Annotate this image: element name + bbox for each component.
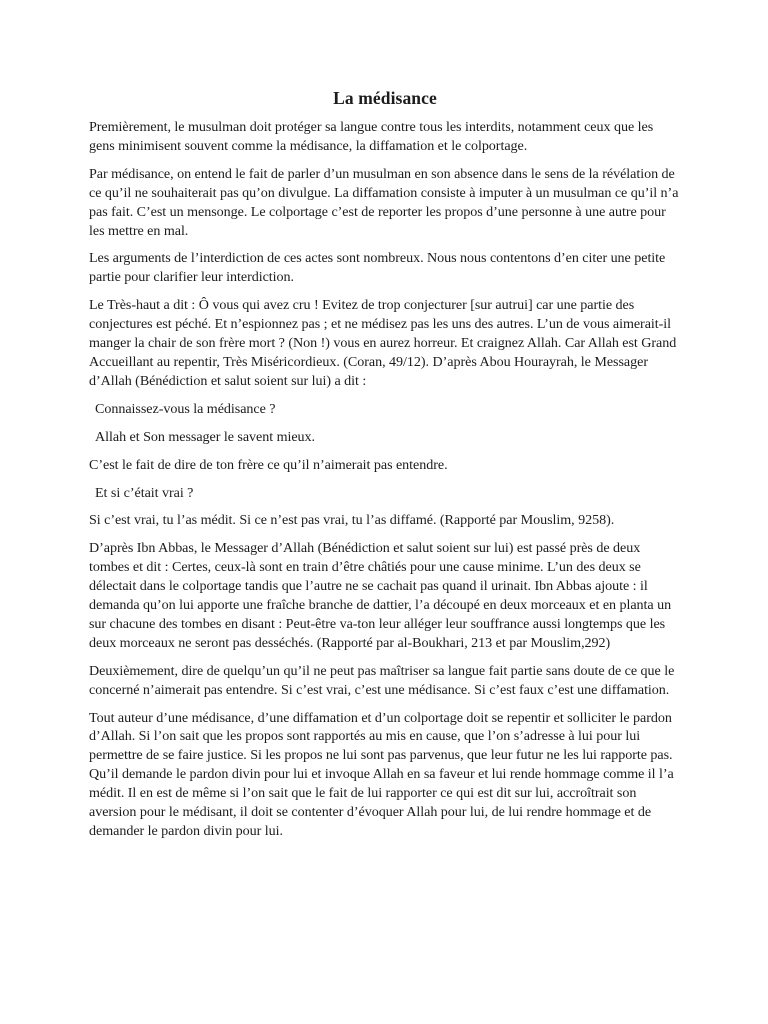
paragraph-intro: Premièrement, le musulman doit protéger sa langue contre tous les interdits, notamment ceux que les gens minimisent souvent comme la médisance, la diffamation et le colportage. bbox=[89, 119, 654, 154]
paragraph-dialogue-definition: C’est le fait de dire de ton frère ce qu’il n’aimerait pas entendre. bbox=[89, 456, 448, 473]
paragraph-second-point: Deuxièmement, dire de quelqu’un qu’il ne peut pas maîtriser sa langue fait partie sans doute de ce que le concerné n’aimerait pas entendre. Si c’est vrai, c’est une médisance. Si c’est faux c’est une diffamation. bbox=[89, 662, 675, 698]
paragraph-dialogue-answer-1: Allah et Son messager le savent mieux. bbox=[95, 428, 316, 445]
paragraph-dialogue-answer-2: Si c’est vrai, tu l’as médit. Si ce n’est pas vrai, tu l’as diffamé. (Rapporté par Mouslim, 9258). bbox=[89, 512, 615, 529]
paragraph-dialogue-question-1: Connaissez-vous la médisance ? bbox=[95, 400, 276, 417]
paragraph-quran-quote: Le Très-haut a dit : Ô vous qui avez cru ! Evitez de trop conjecturer [sur autrui] car une partie des conjectures est péché. Et n’espionnez pas ; et ne médisez pas les uns des autres. L’un de vous aimerait-il manger la chair de son frère mort ? (Non !) vous en aurez horreur. Et craignez Allah. Car Allah est Grand Accueillant au repentir, Très Miséricordieux. (Coran, 49/12). D’après Abou Hourayrah, le Messager d’Allah (Bénédiction et salut soient sur lui) a dit : bbox=[89, 297, 677, 389]
paragraph-dialogue-question-2: Et si c’était vrai ? bbox=[95, 484, 194, 501]
paragraph-repentance: Tout auteur d’une médisance, d’une diffamation et d’un colportage doit se repentir et solliciter le pardon d’Allah. Si l’on sait que les propos sont rapportés au mis en cause, que l’on s’adresse à lui pour lui permettre de se faire justice. Si les propos ne lui sont pas parvenus, que leur futur ne les lui rapporte pas. Qu’il demande le pardon divin pour lui et invoque Allah en sa faveur et lui rende hommage comme il l’a médit. Il en est de même si l’on sait que le fait de lui rapporter ce qui est dit sur lui, accroîtrait son aversion pour le médisant, il doit se contenter d’évoquer Allah pour lui, de lui rendre hommage et de demander le pardon divin pour lui. bbox=[89, 709, 674, 839]
paragraph-definition: Par médisance, on entend le fait de parler d’un musulman en son absence dans le sens de la révélation de ce qu’il ne souhaiterait pas qu’on divulgue. La diffamation consiste à imputer à un musulman ce qu’il n’a pas fait. C’est un mensonge. Le colportage c’est de reporter les propos d’une personne à une autre pour les mettre en mal. bbox=[89, 165, 679, 239]
document-page bbox=[89, 86, 681, 850]
document-title: La médisance bbox=[333, 88, 437, 108]
paragraph-ibn-abbas: D’après Ibn Abbas, le Messager d’Allah (Bénédiction et salut soient sur lui) est passé près de deux tombes et dit : Certes, ceux-là sont en train d’être châtiés pour une cause minime. L’un des deux se délectait dans le colportage tandis que l’autre ne se cachait pas quand il urinait. Ibn Abbas ajoute : il demanda qu’on lui apporte une fraîche branche de dattier, l’a découpé en deux morceaux et en planta un sur chacune des tombes en disant : Peut-être va-ton leur alléger leur souffrance aussi longtemps que les deux morceaux ne seront pas desséchés. (Rapporté par al-Boukhari, 213 et par Mouslim,292) bbox=[89, 540, 672, 651]
paragraph-arguments: Les arguments de l’interdiction de ces actes sont nombreux. Nous nous contentons d’en citer une petite partie pour clarifier leur interdiction. bbox=[89, 250, 666, 286]
